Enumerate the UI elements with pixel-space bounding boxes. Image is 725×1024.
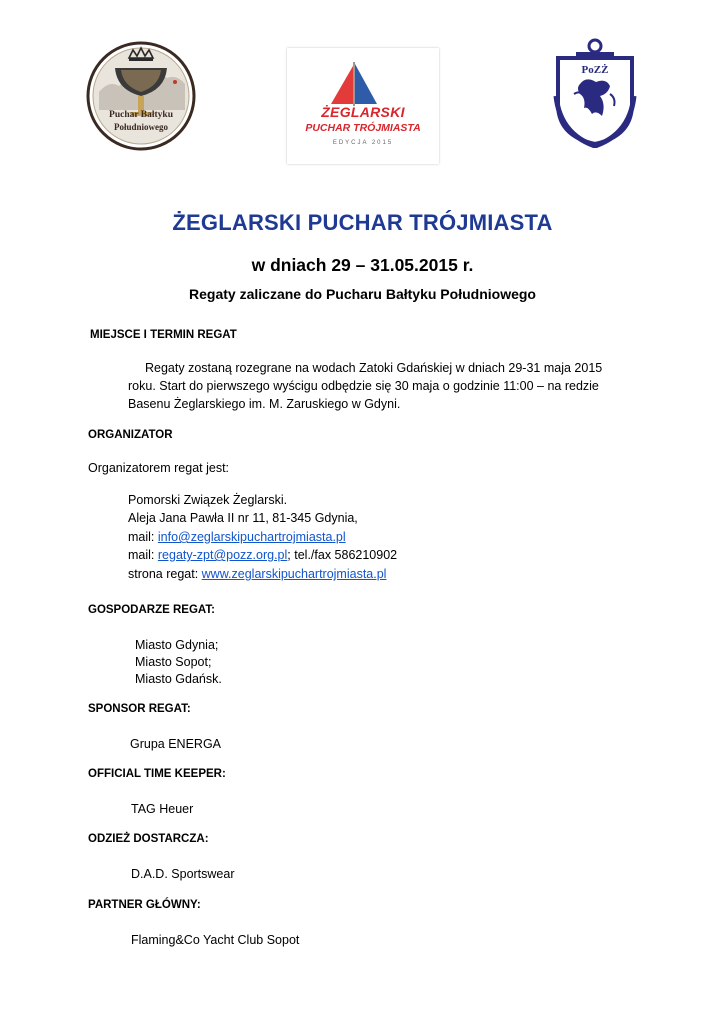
sponsor-value: Grupa ENERGA [130, 737, 222, 751]
puchar-baltyku-logo [85, 40, 197, 152]
organizer-mail-2-row [128, 546, 397, 565]
organizer-mail-1-row [128, 528, 346, 547]
partner-value: Flaming&Co Yacht Club Sopot [131, 933, 300, 947]
mail-label: mail: [128, 530, 158, 544]
center-logo-title-2: PUCHAR TRÓJMIASTA [305, 122, 421, 134]
venue-line-2: roku. Start do pierwszego wyścigu odbędzie się 30 maja o godzinie 11:00 – na redzie [128, 379, 599, 393]
clothing-heading: ODZIEŻ DOSTARCZA: [88, 833, 209, 845]
organizer-intro: Organizatorem regat jest: [88, 461, 230, 475]
hosts-heading: GOSPODARZE REGAT: [88, 604, 215, 616]
venue-line-3: Basenu Żeglarskiego im. M. Zaruskiego w Gdyni. [128, 397, 401, 411]
clothing-value: D.A.D. Sportswear [131, 867, 235, 881]
zeglarski-puchar-logo [287, 48, 439, 164]
pozz-logo [550, 36, 640, 148]
event-dates: w dniach 29 – 31.05.2015 r. [251, 255, 474, 275]
venue-line-1: Regaty zostaną rozegrane na wodach Zatoki Gdańskiej w dniach 29-31 maja 2015 [145, 361, 603, 375]
mail-link-info[interactable]: info@zeglarskipuchartrojmiasta.pl [157, 530, 346, 544]
host-item: Miasto Sopot; [135, 655, 212, 669]
organizer-phone: ; tel./fax 586210902 [287, 548, 398, 562]
center-logo-title-1: ŻEGLARSKI [321, 104, 405, 120]
sponsor-heading: SPONSOR REGAT: [88, 703, 191, 715]
venue-heading: MIEJSCE I TERMIN REGAT [90, 329, 237, 341]
organizer-name: Pomorski Związek Żeglarski. [128, 493, 288, 507]
event-subtitle: Regaty zaliczane do Pucharu Bałtyku Południowego [189, 286, 536, 302]
page-title: ŻEGLARSKI PUCHAR TRÓJMIASTA [172, 210, 553, 235]
timekeeper-value: TAG Heuer [131, 802, 194, 816]
timekeeper-heading: OFFICIAL TIME KEEPER: [88, 768, 226, 780]
mail-label: mail: [128, 548, 158, 562]
center-logo-edition: EDYCJA 2015 [332, 140, 394, 146]
host-item: Miasto Gdańsk. [135, 672, 222, 686]
organizer-site-row [128, 565, 386, 584]
site-link[interactable]: www.zeglarskipuchartrojmiasta.pl [201, 567, 387, 581]
partner-heading: PARTNER GŁÓWNY: [88, 899, 201, 911]
host-item: Miasto Gdynia; [135, 638, 219, 652]
right-logo-text: PoZŻ [581, 64, 609, 76]
site-label: strona regat: [128, 567, 202, 581]
organizer-address: Aleja Jana Pawła II nr 11, 81-345 Gdynia, [128, 511, 358, 525]
organizer-heading: ORGANIZATOR [88, 429, 173, 441]
left-logo-text-1: Puchar Bałtyku [109, 110, 173, 120]
left-logo-text-2: Południowego [113, 122, 168, 132]
mail-link-regaty[interactable]: regaty-zpt@pozz.org.pl [157, 548, 288, 562]
